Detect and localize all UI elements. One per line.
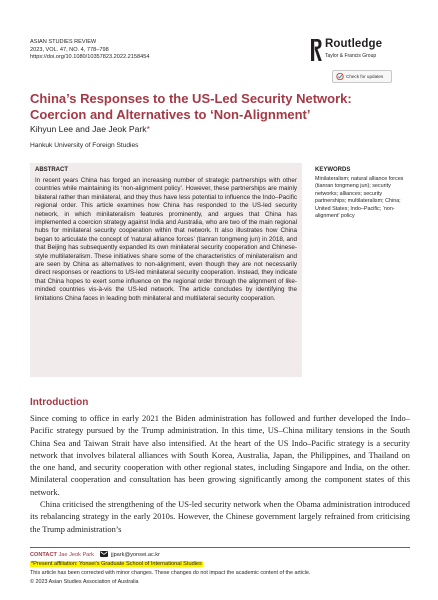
introduction-body	[30, 412, 410, 535]
article-title: China’s Responses to the US-Led Security Network: Coercion and Alternatives to ‘Non-Alignment’	[30, 91, 352, 122]
contact-name[interactable]: Jae Jeok Park	[58, 552, 94, 558]
contact-email-link[interactable]: jjpark@yonsei.ac.kr	[111, 552, 160, 558]
check-updates-label: Check for updates	[346, 74, 384, 79]
check-updates-icon	[336, 73, 344, 80]
author-line	[30, 124, 150, 134]
email-icon	[100, 551, 108, 557]
journal-volume: 2023, VOL. 47, NO. 4, 778–798	[30, 46, 109, 53]
authors[interactable]: Kihyun Lee and Jae Jeok Park	[30, 124, 147, 134]
footnote-divider	[30, 547, 410, 548]
copyright-line: © 2023 Asian Studies Association of Australia	[30, 579, 139, 585]
author-footnote-mark[interactable]: *	[146, 124, 150, 134]
body-paragraph: China criticised the strengthening of the US-led security network when the Obama administration introduced its rebalancing strategy in the early 2010s. However, the Chinese government largely refrained from criticising the Trump administration’s	[30, 499, 410, 534]
journal-name: ASIAN STUDIES REVIEW	[30, 39, 97, 45]
section-heading-introduction: Introduction	[30, 397, 89, 408]
correction-note: This article has been corrected with minor changes. These changes do not impact the academic content of the article.	[30, 570, 311, 576]
journal-doi-link[interactable]: https://doi.org/10.1080/10357823.2022.2158454	[30, 54, 150, 61]
body-paragraph: Since coming to office in early 2021 the Biden administration has followed and further developed the Indo–Pacific strategy pursued by the Trump administration. In this time, US–China military tensions in the South China Sea and Taiwan Strait have also intensified. At the heart of the US Indo–Pacific strategy is a security network that involves bilateral alliances with South Korea, Australia, Japan, the Philippines, and Thailand on the one hand, and security cooperation with other regional states, including Singapore and India, on the other. Minilateral cooperation and consultation has been growing significantly among the component states of this network.	[30, 413, 410, 497]
keywords-list: Minilateralism; natural alliance forces (tianran tongmeng jun); security networks; alliances; security partnerships; multilateralism; China; United States; Indo–Pacific; ‘non-alignment’ policy	[315, 176, 404, 220]
publisher-subtitle: Taylor & Francis Group	[325, 53, 377, 59]
check-updates-button[interactable]	[332, 70, 392, 83]
publisher-logo[interactable]	[311, 38, 411, 64]
present-affiliation-note: *Present affiliation: Yonsei’s Graduate School of International Studies	[31, 561, 202, 567]
affiliation: Hankuk University of Foreign Studies	[30, 142, 139, 149]
contact-line	[30, 551, 160, 558]
journal-info	[30, 39, 149, 62]
routledge-r-icon	[311, 39, 322, 61]
abstract-heading: ABSTRACT	[35, 167, 68, 173]
publisher-name: Routledge	[325, 38, 383, 50]
keywords-heading: KEYWORDS	[315, 167, 351, 173]
abstract-text: In recent years China has forged an increasing number of strategic partnerships with other countries while maintaining its ‘non-alignment policy’. However, these partnerships are mainly bilateral rather than minilateral, and they thus have less potential to influence the Indo–Pacific regional order. This article examines how China has responded to the US-led security network, in which minilateralism features prominently, and argues that China has implemented a coercion strategy against India and Australia, who are two of the main regional hubs for minilateral security cooperation within that network. It also illustrates how China began to articulate the concept of ‘natural alliance forces’ (tianran tongmeng jun) in 2018, and that Beijing has subsequently expanded its own minilateral security cooperation and Chinese-style multilateralism. These initiatives share some of the characteristics of minilateralism and are seen by China as alternatives to non-alignment, even though they are not necessarily direct responses or reactions to US-led minilateral security cooperation. Instead, they indicate that China hopes to exert some influence on the regional order through the alignment of like-minded countries vis-à-vis the US-led network. The article concludes by identifying the limitations China faces in leading both minilateral and multilateral security cooperation.	[35, 177, 297, 302]
contact-label: CONTACT	[30, 552, 57, 558]
